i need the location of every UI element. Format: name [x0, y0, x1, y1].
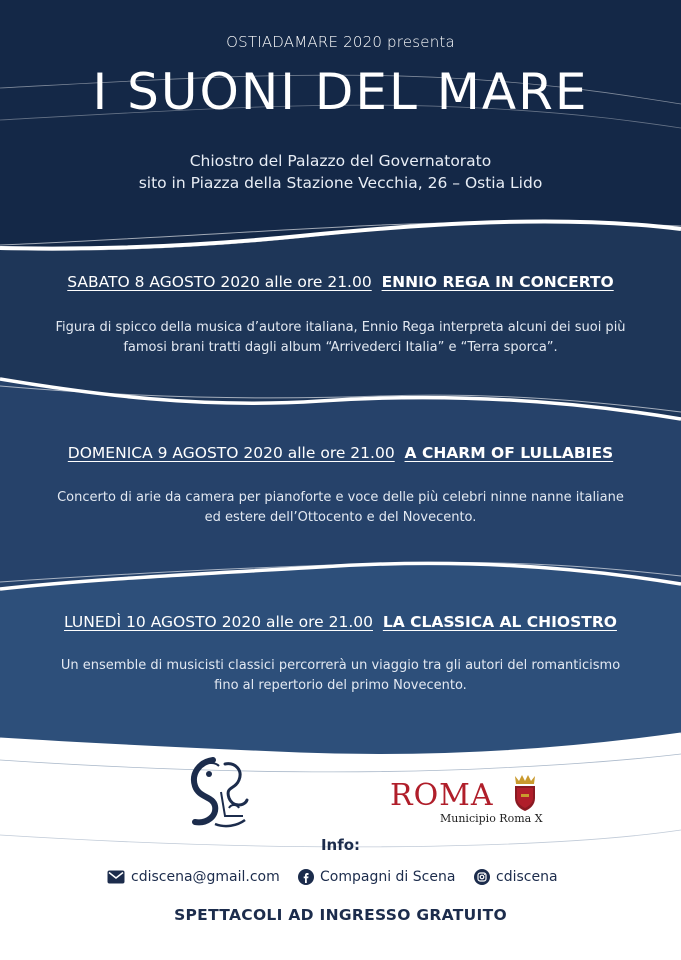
venue-line-1: Chiostro del Palazzo del Governatorato — [189, 152, 492, 170]
contact-facebook-text: Compagni di Scena — [320, 869, 456, 885]
free-entry-banner: SPETTACOLI AD INGRESSO GRATUITO — [174, 906, 507, 924]
event-2-desc-line-2: ed estere dell’Ottocento e del Novecento. — [204, 510, 477, 525]
venue-line-2: sito in Piazza della Stazione Vecchia, 26 – Ostia Lido — [138, 174, 543, 192]
roma-municipio-logo — [390, 770, 550, 830]
roma-crest-icon — [510, 772, 540, 812]
event-2-date: DOMENICA 9 AGOSTO 2020 alle ore 21.00 — [67, 444, 395, 462]
info-label: Info: — [320, 836, 361, 854]
event-3-heading — [0, 613, 681, 631]
event-3-description — [0, 656, 681, 696]
venue-info — [0, 150, 681, 194]
contact-instagram-text: cdiscena — [496, 869, 558, 885]
event-3-date: LUNEDÌ 10 AGOSTO 2020 alle ore 21.00 — [64, 613, 373, 631]
event-1-desc-line-2: famosi brani tratti dagli album “Arrivederci Italia” e “Terra sporca”. — [123, 340, 558, 355]
event-3-desc-line-1: Un ensemble di musicisti classici percorrerà un viaggio tra gli autori del romanticismo — [60, 658, 621, 673]
event-1-name: ENNIO REGA IN CONCERTO — [381, 273, 614, 291]
event-2-heading — [0, 444, 681, 462]
event-2-desc-line-1: Concerto di arie da camera per pianoforte e voce delle più celebri ninne nanne italiane — [57, 490, 624, 505]
event-1-description — [0, 318, 681, 358]
contact-instagram[interactable] — [474, 866, 558, 888]
contact-email-text: cdiscena@gmail.com — [131, 869, 280, 885]
roma-logo-subtitle: Municipio Roma X — [440, 812, 543, 825]
contact-email[interactable] — [107, 866, 280, 888]
contact-facebook[interactable] — [298, 866, 455, 888]
facebook-icon — [298, 869, 314, 885]
presenter-line: OSTIADAMARE 2020 presenta — [226, 33, 455, 51]
email-icon — [107, 870, 125, 884]
event-2-description — [0, 488, 681, 528]
contact-row — [0, 866, 681, 888]
instagram-icon — [474, 869, 490, 885]
event-1-heading — [0, 273, 681, 291]
compagni-di-scena-logo — [185, 752, 255, 832]
event-3-name: LA CLASSICA AL CHIOSTRO — [382, 613, 617, 631]
event-2-name: A CHARM OF LULLABIES — [404, 444, 614, 462]
roma-logo-text: ROMA — [390, 778, 494, 813]
event-3-desc-line-2: fino al repertorio del primo Novecento. — [214, 678, 467, 693]
page-title: I SUONI DEL MARE — [92, 63, 589, 121]
event-1-desc-line-1: Figura di spicco della musica d’autore italiana, Ennio Rega interpreta alcuni dei suoi più — [55, 320, 626, 335]
event-1-date: SABATO 8 AGOSTO 2020 alle ore 21.00 — [67, 273, 372, 291]
